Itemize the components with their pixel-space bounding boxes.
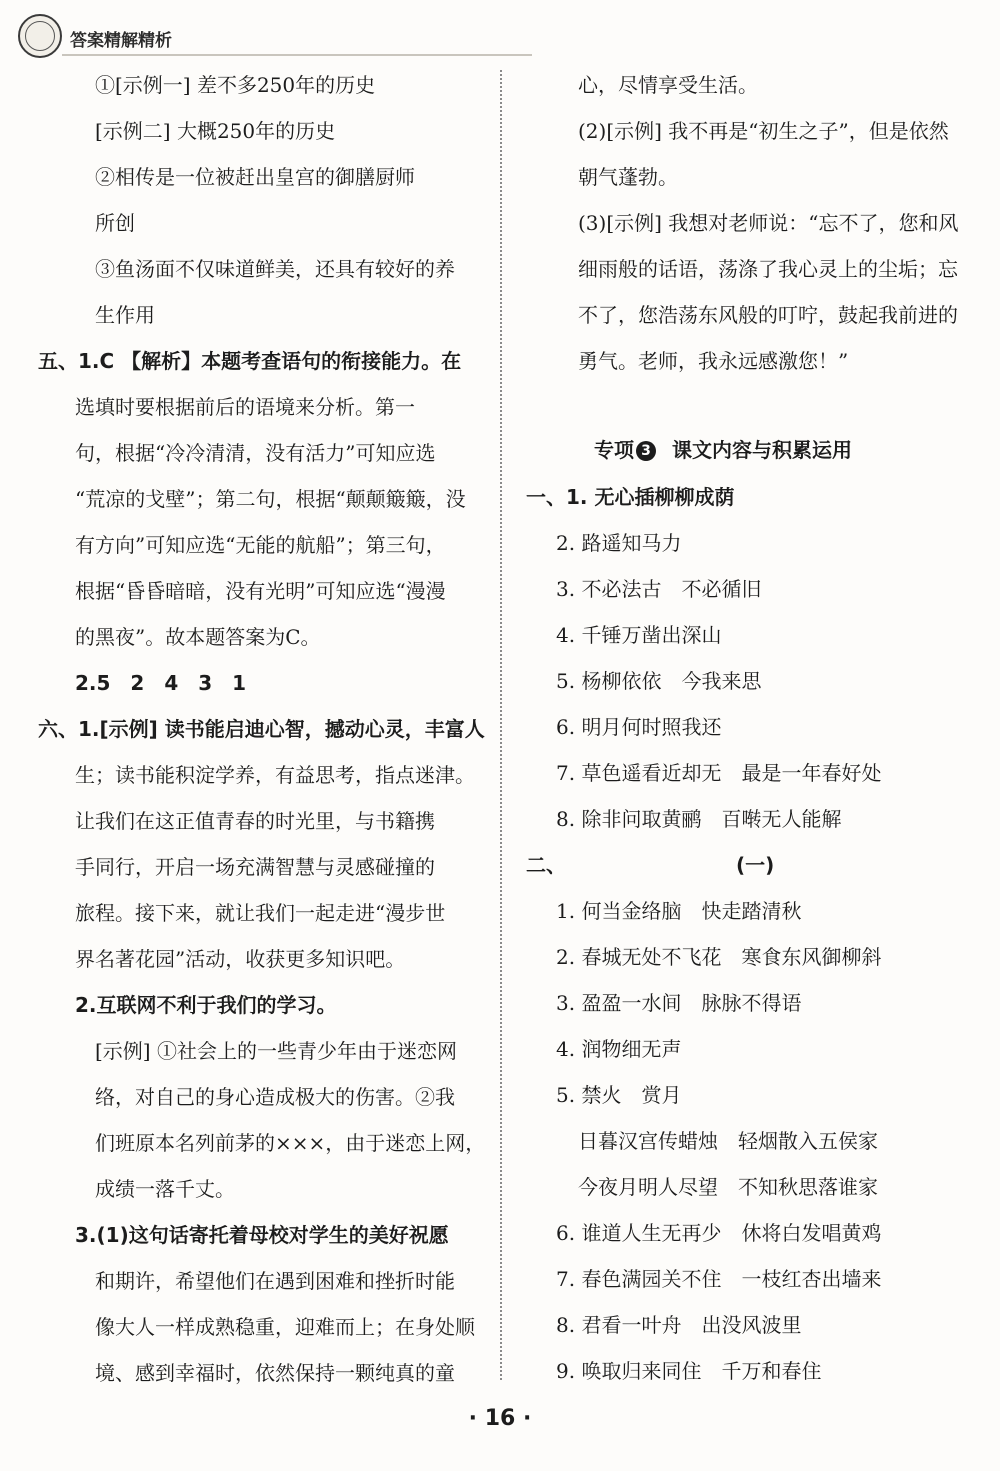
text-line: 境、感到幸福时，依然保持一颗纯真的童 — [95, 1361, 455, 1385]
text-line: 一、1. 无心插柳柳成荫 — [526, 485, 735, 509]
text-line: 们班原本名列前茅的×××，由于迷恋上网， — [95, 1131, 486, 1155]
text-line: 今夜月明人尽望 不知秋思落谁家 — [578, 1175, 878, 1199]
text-line: 6. 谁道人生无再少 休将白发唱黄鸡 — [556, 1221, 882, 1245]
text-line: 五、1.C 【解析】本题考查语句的衔接能力。在 — [38, 349, 462, 373]
column-divider — [500, 70, 502, 1380]
text-line: 7. 春色满园关不住 一枝红杏出墙来 — [556, 1267, 882, 1291]
text-line: (2)[示例] 我不再是“初生之子”，但是依然 — [578, 119, 949, 143]
text-line: ②相传是一位被赶出皇宫的御膳厨师 — [95, 165, 415, 189]
text-line: 2. 路遥知马力 — [556, 531, 682, 555]
text-line: 络，对自己的身心造成极大的伤害。②我 — [95, 1085, 455, 1109]
section-number-badge: 3 — [636, 441, 656, 461]
text-line: 六、1.[示例] 读书能启迪心智，撼动心灵，丰富人 — [38, 717, 485, 741]
text-line: 像大人一样成熟稳重，迎难而上；在身处顺 — [95, 1315, 475, 1339]
text-line: (一) — [736, 853, 775, 877]
text-line: 3.(1)这句话寄托着母校对学生的美好祝愿 — [75, 1223, 449, 1247]
text-line: 和期许，希望他们在遇到困难和挫折时能 — [95, 1269, 455, 1293]
text-line: 不了，您浩荡东风般的叮咛，鼓起我前进的 — [578, 303, 958, 327]
text-line: 6. 明月何时照我还 — [556, 715, 722, 739]
text-line: [示例] ①社会上的一些青少年由于迷恋网 — [95, 1039, 457, 1063]
text-line: 选填时要根据前后的语境来分析。第一 — [75, 395, 415, 419]
text-line: 5. 禁火 赏月 — [556, 1083, 682, 1107]
text-line: 3. 不必法古 不必循旧 — [556, 577, 762, 601]
text-line: “荒凉的戈壁”；第二句，根据“颠颠簸簸，没 — [75, 487, 466, 511]
text-line: 日暮汉宫传蜡烛 轻烟散入五侯家 — [578, 1129, 878, 1153]
text-line: 8. 君看一叶舟 出没风波里 — [556, 1313, 802, 1337]
text-line: 句，根据“冷冷清清，没有活力”可知应选 — [75, 441, 436, 465]
text-line: 让我们在这正值青春的时光里，与书籍携 — [75, 809, 435, 833]
section-prefix: 专项 — [594, 438, 634, 462]
text-line: 7. 草色遥看近却无 最是一年春好处 — [556, 761, 882, 785]
text-line: 旅程。接下来，就让我们一起走进“漫步世 — [75, 901, 446, 925]
text-line: 生；读书能积淀学养，有益思考，指点迷津。 — [75, 763, 475, 787]
text-line: 4. 千锤万凿出深山 — [556, 623, 722, 647]
text-line: [示例二] 大概250年的历史 — [95, 119, 336, 143]
text-line: 界名著花园”活动，收获更多知识吧。 — [75, 947, 406, 971]
header-title: 答案精解精析 — [70, 31, 172, 51]
text-line: 5. 杨柳依依 今我来思 — [556, 669, 762, 693]
text-line: 有方向”可知应选“无能的航船”；第三句， — [75, 533, 446, 557]
text-line: (3)[示例] 我想对老师说：“忘不了，您和风 — [578, 211, 959, 235]
text-line: 朝气蓬勃。 — [578, 165, 678, 189]
publisher-logo-icon — [18, 14, 62, 58]
text-line: 的黑夜”。故本题答案为C。 — [75, 625, 321, 649]
page-header — [18, 14, 538, 58]
text-line: 1. 何当金络脑 快走踏清秋 — [556, 899, 802, 923]
text-line: 2. 春城无处不飞花 寒食东风御柳斜 — [556, 945, 882, 969]
text-line: 二、 — [526, 853, 566, 877]
text-line: 勇气。老师，我永远感激您！” — [578, 349, 849, 373]
text-line: 根据“昏昏暗暗，没有光明”可知应选“漫漫 — [75, 579, 446, 603]
text-line: 细雨般的话语，荡涤了我心灵上的尘垢；忘 — [578, 257, 958, 281]
text-line: 2.互联网不利于我们的学习。 — [75, 993, 337, 1017]
text-line: 手同行，开启一场充满智慧与灵感碰撞的 — [75, 855, 435, 879]
text-line: 8. 除非问取黄鹂 百啭无人能解 — [556, 807, 842, 831]
text-line: ③鱼汤面不仅味道鲜美，还具有较好的养 — [95, 257, 455, 281]
text-line: 4. 润物细无声 — [556, 1037, 682, 1061]
section-title — [594, 436, 852, 464]
text-line: 生作用 — [95, 303, 155, 327]
text-line: 心，尽情享受生活。 — [578, 73, 758, 97]
page-number: · 16 · — [468, 1406, 532, 1431]
text-line: 2.5 2 4 3 1 — [75, 671, 247, 695]
section-title-text: 课文内容与积累运用 — [672, 438, 852, 462]
text-line: 成绩一落千丈。 — [95, 1177, 235, 1201]
header-rule — [62, 54, 532, 56]
text-line: ①[示例一] 差不多250年的历史 — [95, 73, 376, 97]
text-line: 9. 唤取归来同住 千万和春住 — [556, 1359, 822, 1383]
text-line: 所创 — [95, 211, 135, 235]
text-line: 3. 盈盈一水间 脉脉不得语 — [556, 991, 802, 1015]
